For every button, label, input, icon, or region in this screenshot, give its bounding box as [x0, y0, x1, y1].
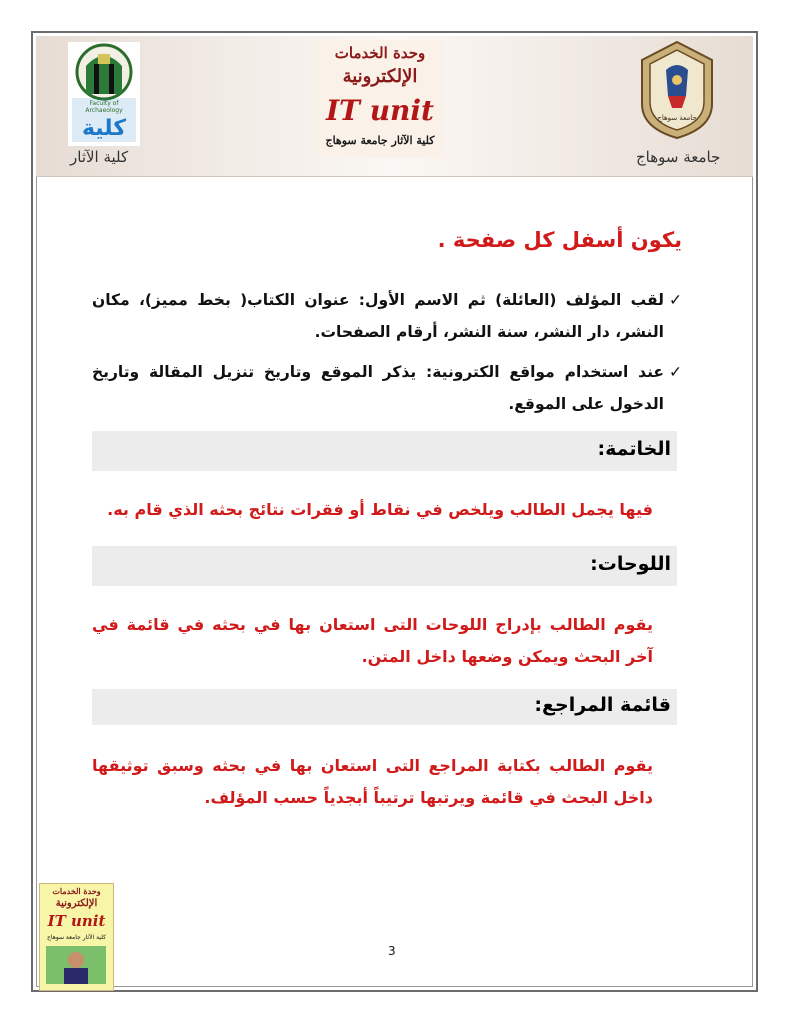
- university-seal: [636, 40, 718, 140]
- check-icon: ✓: [669, 291, 682, 309]
- it-unit-line1: وحدة الخدمات: [334, 44, 426, 62]
- list-item-text: لقب المؤلف (العائلة) ثم الاسم الأول: عنوان الكتاب( بخط مميز)، مكان النشر، دار النشر، سنة النشر، أرقام الصفحات.: [92, 291, 664, 341]
- section-bar-references: [92, 689, 677, 725]
- footer-it-unit-logo: [39, 883, 114, 991]
- section-title-conclusion: الخاتمة:: [597, 438, 671, 460]
- footer-it-line3: كلية الآثار جامعة سوهاج: [47, 934, 106, 941]
- footer-it-line1: وحدة الخدمات: [52, 886, 101, 896]
- section-text-plates: يقوم الطالب بإدراج اللوحات التى استعان بها في بحثه في قائمة في آخر البحث ويمكن وضعها داخل المتن.: [92, 615, 653, 666]
- section-text-references: يقوم الطالب بكتابة المراجع التى استعان بها في بحثه وسبق توثيقها داخل البحث في قائمة ويرتبها ترتيباً أبجدياً حسب المؤلف.: [92, 756, 653, 807]
- list-item-text: عند استخدام مواقع الكترونية: يذكر الموقع وتاريخ تنزيل المقالة وتاريخ الدخول على الموقع.: [92, 363, 664, 413]
- right-header-label: جامعة سوهاج: [636, 148, 721, 166]
- footer-it-line2: الإلكترونية: [55, 898, 98, 909]
- faculty-logo-circle-text: Faculty of Archaeology: [85, 100, 123, 114]
- university-seal-graphic: [636, 40, 718, 140]
- reference-list: [92, 284, 682, 420]
- page-number: 3: [388, 944, 396, 958]
- check-icon: ✓: [669, 363, 682, 381]
- left-header-label: كلية الآثار: [70, 148, 129, 166]
- it-unit-main: IT unit: [326, 94, 434, 127]
- it-unit-line2: الإلكترونية: [342, 66, 418, 87]
- section-title-references: قائمة المراجع:: [534, 694, 671, 716]
- section-title-plates: اللوحات:: [590, 553, 671, 575]
- footer-portrait-photo: [46, 946, 106, 984]
- faculty-logo-arabic: كلية: [81, 116, 127, 141]
- section-text-conclusion: فيها يجمل الطالب ويلخص في نقاط أو فقرات نتائج بحثه الذي قام به.: [107, 500, 653, 519]
- intro-heading: يكون أسفل كل صفحة .: [437, 228, 682, 252]
- footer-it-main: IT unit: [47, 912, 106, 930]
- section-bar-conclusion: [92, 431, 677, 471]
- it-unit-logo: [316, 40, 444, 158]
- section-bar-plates: [92, 546, 677, 586]
- list-item: [92, 284, 682, 348]
- university-seal-text: جامعة سوهاج: [657, 114, 697, 122]
- faculty-logo: [64, 40, 144, 148]
- it-unit-line3: كلية الآثار جامعة سوهاج: [325, 134, 435, 147]
- list-item: [92, 356, 682, 420]
